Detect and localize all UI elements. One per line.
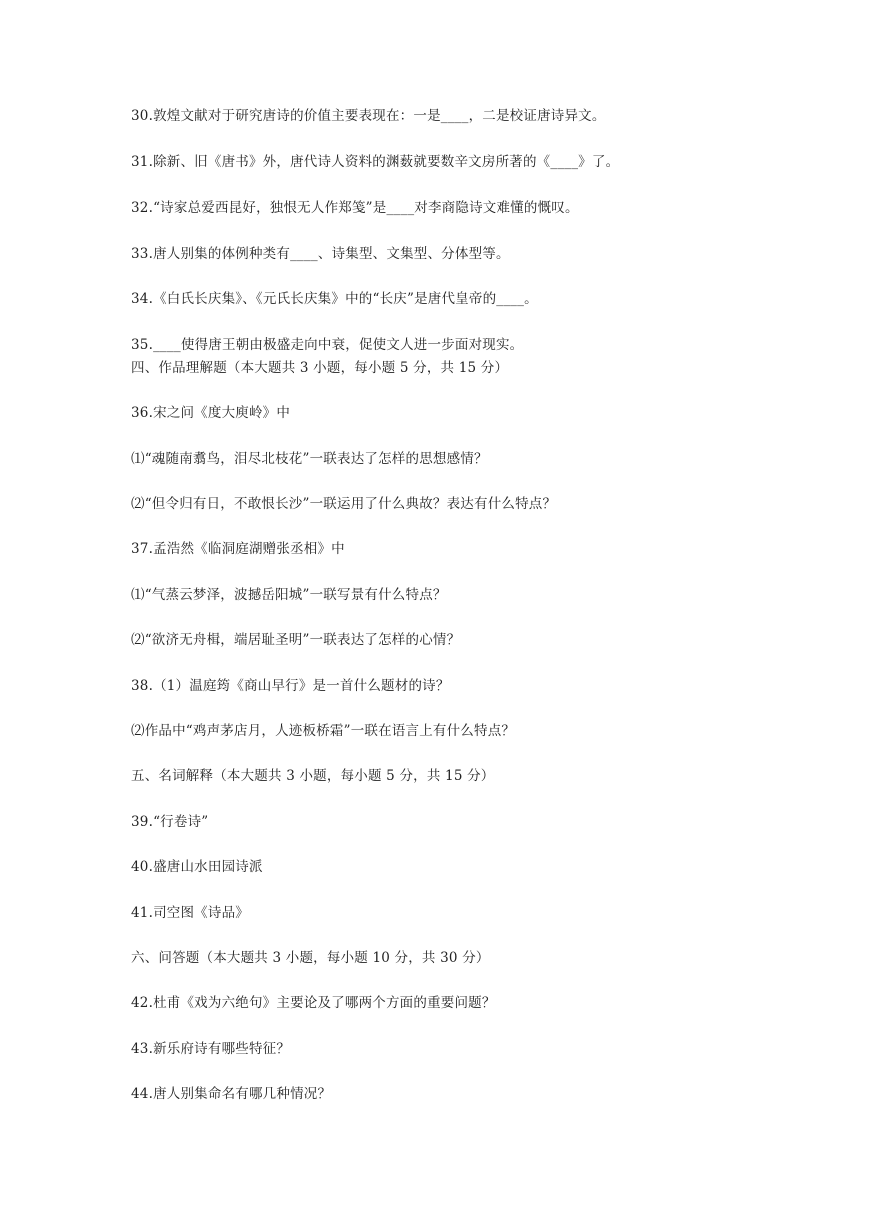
question-33: 33.唐人别集的体例种类有____、诗集型、文集型、分体型等。 xyxy=(131,246,510,262)
question-34: 34.《白氏长庆集》、《元氏长庆集》中的“长庆”是唐代皇帝的____。 xyxy=(131,291,538,307)
question-30: 30.敦煌文献对于研究唐诗的价值主要表现在：一是____，二是校证唐诗异文。 xyxy=(131,108,606,124)
question-36-part-2: ⑵“但令归有日，不敢恨长沙”一联运用了什么典故？表达有什么特点？ xyxy=(131,496,557,512)
question-43: 43.新乐府诗有哪些特征？ xyxy=(131,1041,291,1057)
section-heading-5: 五、名词解释（本大题共 3 小题，每小题 5 分，共 15 分） xyxy=(131,768,495,784)
question-44: 44.唐人别集命名有哪几种情况？ xyxy=(131,1086,332,1102)
question-36: 36.宋之问《度大庾岭》中 xyxy=(131,405,291,421)
question-37-part-1: ⑴“气蒸云梦泽，波撼岳阳城”一联写景有什么特点？ xyxy=(131,587,447,603)
question-38-part-2: ⑵作品中“鸡声茅店月，人迹板桥霜”一联在语言上有什么特点？ xyxy=(131,723,516,739)
question-42: 42.杜甫《戏为六绝句》主要论及了哪两个方面的重要问题？ xyxy=(131,995,496,1011)
question-37: 37.孟浩然《临洞庭湖赠张丞相》中 xyxy=(131,541,345,557)
question-40: 40.盛唐山水田园诗派 xyxy=(131,859,263,875)
question-41: 41.司空图《诗品》 xyxy=(131,905,249,921)
question-37-part-2: ⑵“欲济无舟楫，端居耻圣明”一联表达了怎样的心情？ xyxy=(131,632,461,648)
question-32: 32.“诗家总爱西昆好，独恨无人作郑笺”是____对李商隐诗文难懂的慨叹。 xyxy=(131,200,579,216)
section-heading-4: 四、作品理解题（本大题共 3 小题，每小题 5 分，共 15 分） xyxy=(131,360,509,376)
question-31: 31.除新、旧《唐书》外，唐代诗人资料的渊薮就要数辛文房所著的《____》了。 xyxy=(131,154,620,170)
question-38: 38.（1）温庭筠《商山早行》是一首什么题材的诗？ xyxy=(131,678,450,694)
question-36-part-1: ⑴“魂随南翥鸟，泪尽北枝花”一联表达了怎样的思想感情？ xyxy=(131,451,488,467)
section-heading-6: 六、问答题（本大题共 3 小题，每小题 10 分，共 30 分） xyxy=(131,950,490,966)
question-39: 39.“行卷诗” xyxy=(131,814,209,830)
question-35: 35.____使得唐王朝由极盛走向中衰，促使文人进一步面对现实。 xyxy=(131,337,524,353)
